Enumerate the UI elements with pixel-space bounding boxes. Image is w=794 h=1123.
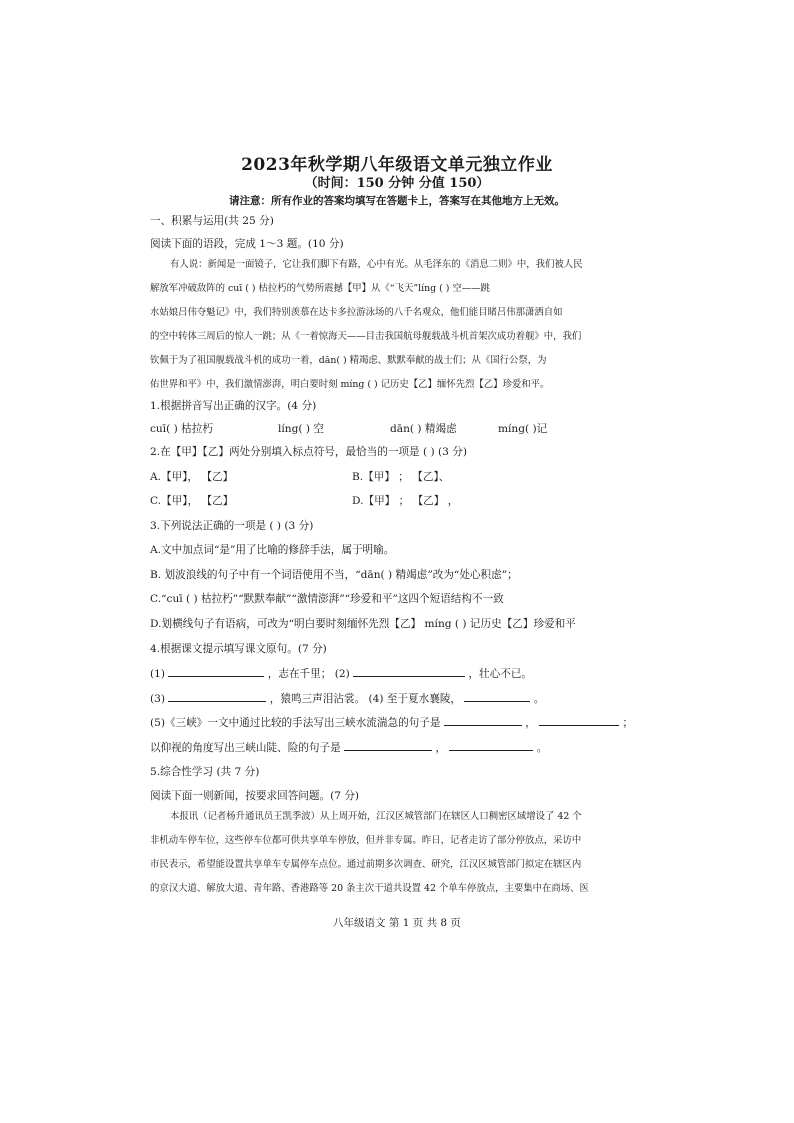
answer-blank[interactable] [464, 690, 530, 702]
q1-item: cuī( ) 枯拉朽 [150, 423, 213, 435]
q4-stem: 4.根据课文提示填写课文原句。(7 分) [150, 643, 327, 655]
q4-text-4: (4) 至于夏水襄陵， [368, 693, 462, 705]
q4-text-2: ，壮心不已。 [468, 668, 533, 680]
news-line: 的京汉大道、解放大道、青年路、香港路等 20 条主次干道共设置 42 个单车停放点，主要集中在商场、医 [150, 883, 589, 894]
q4-label-2: (2) [334, 668, 350, 680]
q4-label-1: (1) [150, 668, 166, 680]
q2-option-c: C.【甲】， 【乙】 [150, 495, 234, 507]
answer-blank[interactable] [449, 739, 533, 751]
q4-text-6: 以仰视的角度写出三峡山陡、险的句子是 [150, 742, 341, 754]
page-title: 2023年秋学期八年级语文单元独立作业 [241, 155, 553, 175]
notice: 请注意：所有作业的答案均填写在答题卡上，答案写在其他地方上无效。 [229, 195, 565, 207]
passage-line: 解放军冲破敌阵的 cuī ( ) 枯拉朽的气势所震撼【甲】从《“飞天”líng ( ) 空——跳 [150, 283, 490, 294]
q4-text-1: ，志在千里； [267, 668, 332, 680]
news-line: 市民表示，希望能设置共享单车专属停车点位。通过前期多次调查、研究，江汉区城管部门拟定在辖区内 [150, 859, 582, 870]
page-footer: 八年级语文 第 1 页 共 8 页 [333, 917, 461, 929]
q3-option-d: D.划横线句子有语病，可改为“明白要时刻缅怀先烈【乙】 míng ( ) 记历史【乙】珍爱和平 [150, 618, 576, 630]
q1-stem: 1.根据拼音写出正确的汉字。(4 分) [150, 400, 317, 412]
section-heading: 一、积累与运用(共 25 分) [150, 215, 274, 227]
q4-line2: (3) ，猿鸣三声泪沾裳。 (4) 至于夏水襄陵， 。 [150, 690, 544, 706]
q1-item: míng( )记 [498, 423, 548, 435]
q4-line4: 以仰视的角度写出三峡山陡、险的句子是 ， 。 [150, 739, 547, 755]
answer-blank[interactable] [444, 714, 522, 726]
q3-stem: 3.下列说法正确的一项是 ( ) (3 分) [150, 520, 314, 532]
q4-text-5: (5)《三峡》一文中通过比较的手法写出三峡水流湍急的句子是 [150, 717, 441, 729]
q1-item: líng( ) 空 [278, 423, 324, 435]
answer-blank[interactable] [539, 714, 619, 726]
q3-option-a: A.文中加点词“是”用了比喻的修辞手法，属于明喻。 [150, 544, 395, 556]
q3-option-b: B. 划波浪线的句子中有一个词语使用不当，“dān( ) 精竭虑”改为“处心积虑”； [150, 569, 518, 581]
page-subtitle: （时间：150 分钟 分值 150） [304, 176, 490, 191]
answer-blank[interactable] [353, 665, 465, 677]
q2-option-a: A.【甲】， 【乙】 [150, 471, 234, 483]
passage-line: 的空中转体三周后的惊人一跳；从《一着惊海天——目击我国航母舰载战斗机首架次成功着舰》中，我们 [150, 331, 582, 342]
q5-instruction: 阅读下面一则新闻，按要求回答问题。(7 分) [150, 790, 360, 802]
answer-blank[interactable] [168, 690, 266, 702]
q5-stem: 5.综合性学习 (共 7 分) [150, 766, 260, 778]
answer-blank[interactable] [168, 665, 264, 677]
q4-text-3: ，猿鸣三声泪沾裳。 [269, 693, 366, 705]
news-line: 非机动车停车位，这些停车位都可供共享单车停放，但并非专属。昨日，记者走访了部分停放点，采访中 [150, 835, 582, 846]
answer-blank[interactable] [344, 739, 432, 751]
passage-line: 有人说：新闻是一面镜子，它让我们脚下有路，心中有光。从毛泽东的《消息二则》中，我们被人民 [170, 259, 583, 270]
q2-option-b: B.【甲】 ； 【乙】、 [352, 471, 450, 483]
passage-line: 佑世界和平》中，我们激情澎湃，明白要时刻 míng ( ) 记历史【乙】缅怀先烈【乙】珍爱和平。 [150, 379, 550, 390]
passage-line: 钦佩于为了祖国舰载战斗机的成功一着，dān( ) 精竭虑、默默奉献的战士们；从《国行公祭，为 [150, 355, 547, 366]
q4-line1 [150, 665, 532, 681]
q3-option-c: C.“cuī ( ) 枯拉朽”“默默奉献”“激情澎湃”“珍爱和平”这四个短语结构不一致 [150, 593, 504, 605]
news-line: 本报讯（记者杨升通讯员王凯季波）从上周开始，江汉区城管部门在辖区人口稠密区域增设了 42 个 [170, 811, 582, 822]
q4-label-3: (3) [150, 693, 166, 705]
passage-line: 水姑娘吕伟夺魁记》中，我们特别羡慕在达卡多拉游泳场的八千名观众，他们能目睹吕伟那潇洒自如 [150, 307, 563, 318]
q2-stem: 2.在【甲】【乙】两处分别填入标点符号，最恰当的一项是 ( ) (3 分) [150, 446, 467, 458]
q4-line3: (5)《三峡》一文中通过比较的手法写出三峡水流湍急的句子是 ， ； [150, 714, 633, 730]
section-instruction: 阅读下面的语段，完成 1～3 题。(10 分) [150, 238, 344, 250]
q2-option-d: D.【甲】 ； 【乙】 ， [352, 495, 459, 507]
q1-item: dān( ) 精竭虑 [390, 423, 457, 435]
